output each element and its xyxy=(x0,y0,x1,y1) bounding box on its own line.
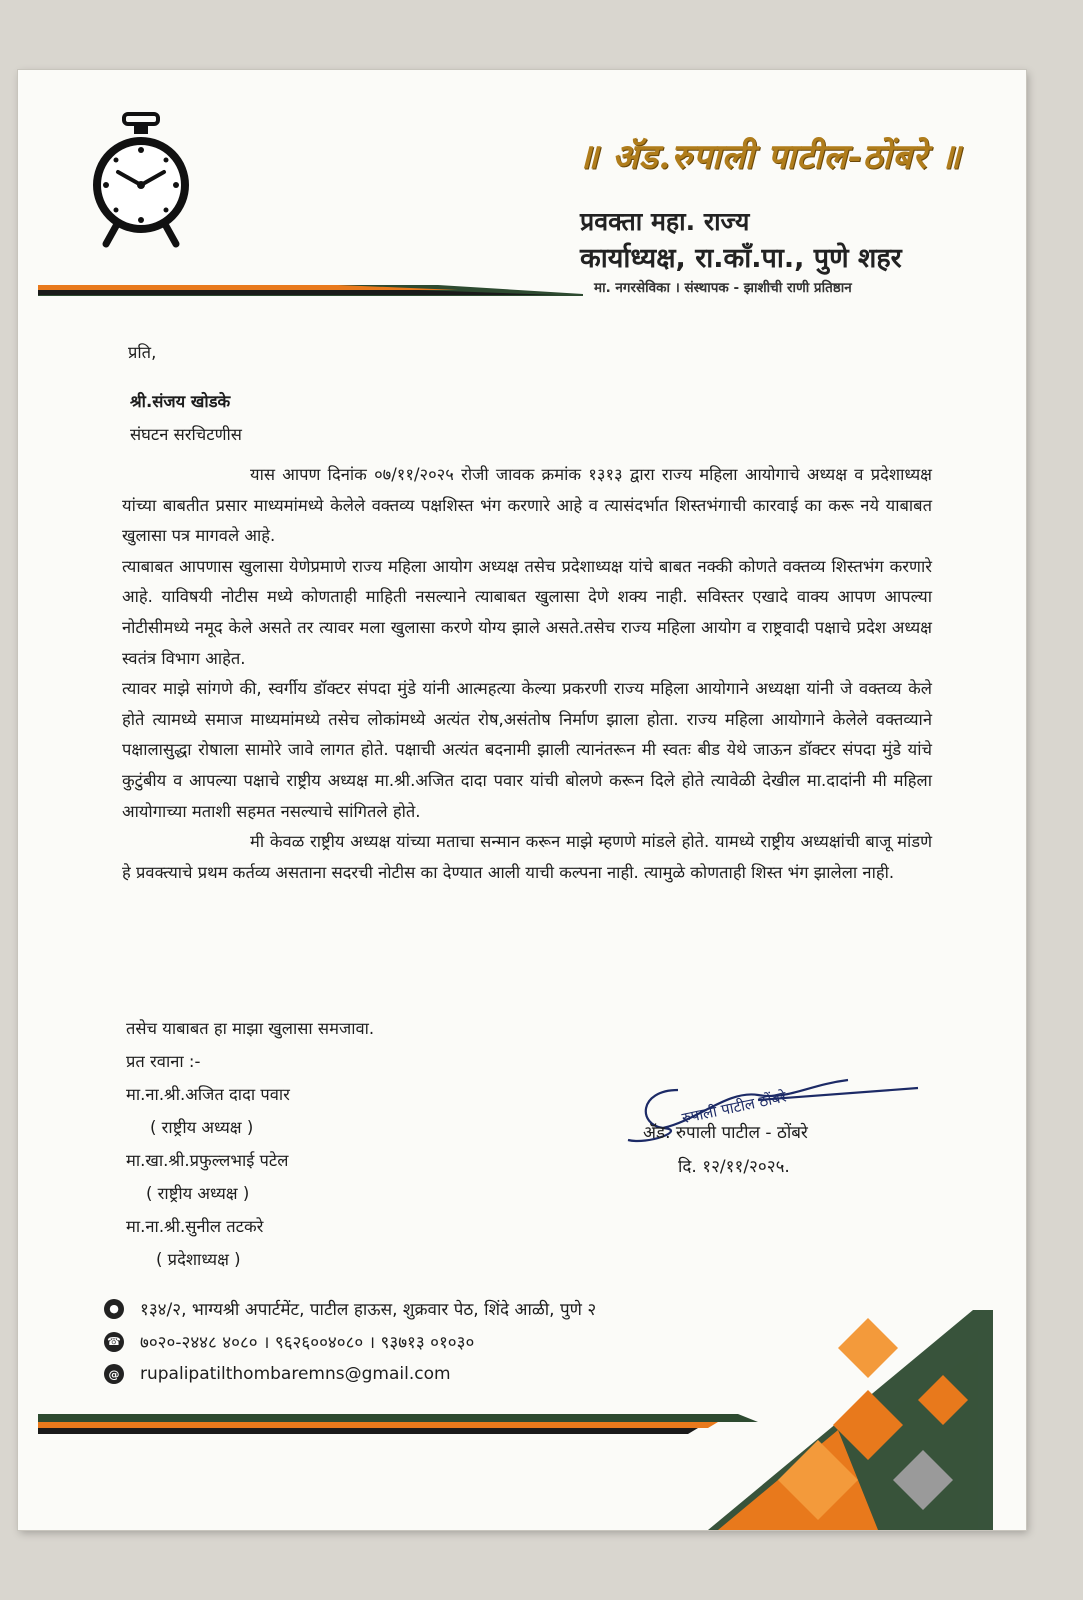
letter-page xyxy=(18,70,1026,1530)
header-title-line2: कार्याध्यक्ष, रा.कॉं.पा., पुणे शहर xyxy=(580,243,902,274)
recipient-designation: संघटन सरचिटणीस xyxy=(130,425,242,444)
letter-body xyxy=(122,460,932,888)
body-paragraph-4: मी केवळ राष्ट्रीय अध्यक्ष यांच्या मताचा सन्मान करून माझे म्हणणे मांडले होते. यामध्ये राष्ट्रीय अध्यक्षांची बाजू मांडणे हे प्रवक्त्याचे प्रथम कर्तव्य असताना सदरची नोटीस का देण्यात आली याची कल्पना नाही. त्यामुळे कोणताही शिस्त भंग झालेला नाही. xyxy=(122,832,932,882)
cc2-name: मा.खा.श्री.प्रफुल्लभाई पटेल xyxy=(126,1151,289,1170)
body-paragraph-2: त्याबाबत आपणास खुलासा येणेप्रमाणे राज्य महिला आयोग अध्यक्ष तसेच प्रदेशाध्यक्ष यांचे बाबत नक्की कोणते वक्तव्य शिस्तभंग करणारे आहे. याविषयी नोटीस मध्ये कोणताही माहिती नसल्याने त्याबाबत खुलासा देणे शक्य नाही. सविस्तर एखादे वाक्य आपण आपल्या नोटीसीमध्ये नमूद केले असते तर त्यावर मला खुलासा करणे योग्य झाले असते.तसेच राज्य महिला आयोग व राष्ट्रवादी पक्षाचे प्रदेश अध्यक्ष स्वतंत्र विभाग आहेत. xyxy=(122,556,932,668)
contact-address xyxy=(104,1297,596,1320)
header-title-line1: प्रवक्ता महा. राज्य xyxy=(580,207,750,236)
closing-line: तसेच याबाबत हा माझा खुलासा समजावा. xyxy=(126,1019,375,1038)
cc3-name: मा.ना.श्री.सुनील तटकरे xyxy=(126,1217,264,1236)
location-icon: ● xyxy=(104,1299,124,1319)
address-text: १३४/२, भाग्यश्री अपार्टमेंट, पाटील हाऊस, शुक्रवार पेठ, शिंदे आळी, पुणे २ xyxy=(140,1300,597,1320)
cc1-role: ( राष्ट्रीय अध्यक्ष ) xyxy=(150,1118,254,1137)
body-paragraph-3: त्यावर माझे सांगणे की, स्वर्गीय डॉक्टर संपदा मुंडे यांनी आत्महत्या केल्या प्रकरणी राज्य महिला आयोगाने अध्यक्षा यांनी जे वक्तव्य केले होते त्यामध्ये समाज माध्यमांमध्ये तसेच लोकांमध्ये अत्यंत रोष,असंतोष निर्माण झाला होता. राज्य महिला आयोगाने केलेले वक्तव्याने पक्षालासुद्धा रोषाला सामोरे जावे लागत होते. पक्षाची अत्यंत बदनामी झाली त्यानंतरून मी स्वतः बीड येथे जाऊन डॉक्टर संपदा मुंडे यांचे कुटुंबीय व आपल्या पक्षाचे राष्ट्रीय अध्यक्ष मा.श्री.अजित दादा पवार यांची बोलणे करून दिले होते त्यावेळी देखील मा.दादांनी मी महिला आयोगाच्या मताशी सहमत नसल्याचे सांगितले होते. xyxy=(122,679,932,821)
cc1-name: मा.ना.श्री.अजित दादा पवार xyxy=(126,1085,290,1104)
letter-date: दि. १२/११/२०२५. xyxy=(678,1157,790,1177)
recipient-name: श्री.संजय खोडके xyxy=(130,392,231,411)
header-divider xyxy=(38,282,583,298)
clock-logo-icon xyxy=(86,110,196,250)
signatory-name: ॲड. रुपाली पाटील - ठोंबरे xyxy=(643,1123,808,1143)
copy-to-label: प्रत रवाना :- xyxy=(126,1052,201,1071)
handwritten-signature xyxy=(618,1050,928,1170)
cc2-role: ( राष्ट्रीय अध्यक्ष ) xyxy=(146,1184,250,1203)
phone-icon: ☎ xyxy=(104,1332,124,1352)
cc3-role: ( प्रदेशाध्यक्ष ) xyxy=(156,1250,241,1269)
contact-phone xyxy=(104,1330,474,1353)
recipient-prefix: प्रति, xyxy=(128,343,157,362)
brand-name: ॥ ॲड.रुपाली पाटील-ठोंबरे ॥ xyxy=(578,137,962,177)
email-icon: @ xyxy=(104,1364,124,1384)
email-text[interactable]: rupalipatilthombaremns@gmail.com xyxy=(140,1364,451,1384)
contact-email xyxy=(104,1364,451,1384)
body-paragraph-1: यास आपण दिनांक ०७/११/२०२५ रोजी जावक क्रमांक १३१३ द्वारा राज्य महिला आयोगाचे अध्यक्ष व प्रदेशाध्यक्ष यांच्या बाबतीत प्रसार माध्यमांमध्ये केलेले वक्तव्य पक्षशिस्त भंग करणारे आहे व त्यासंदर्भात शिस्तभंगाची कारवाई का करू नये याबाबत खुलासा पत्र मागवले आहे. xyxy=(122,465,932,546)
phone-text: ७०२०-२४४८ ४०८० । ९६२६००४०८० । ९३७१३ ०१०३० xyxy=(140,1333,475,1353)
signature-scribble: रुपाली पाटील ठोंबरे xyxy=(680,1087,788,1128)
header-title-line3: मा. नगरसेविका । संस्थापक - झाशीची राणी प्रतिष्ठान xyxy=(594,280,852,296)
